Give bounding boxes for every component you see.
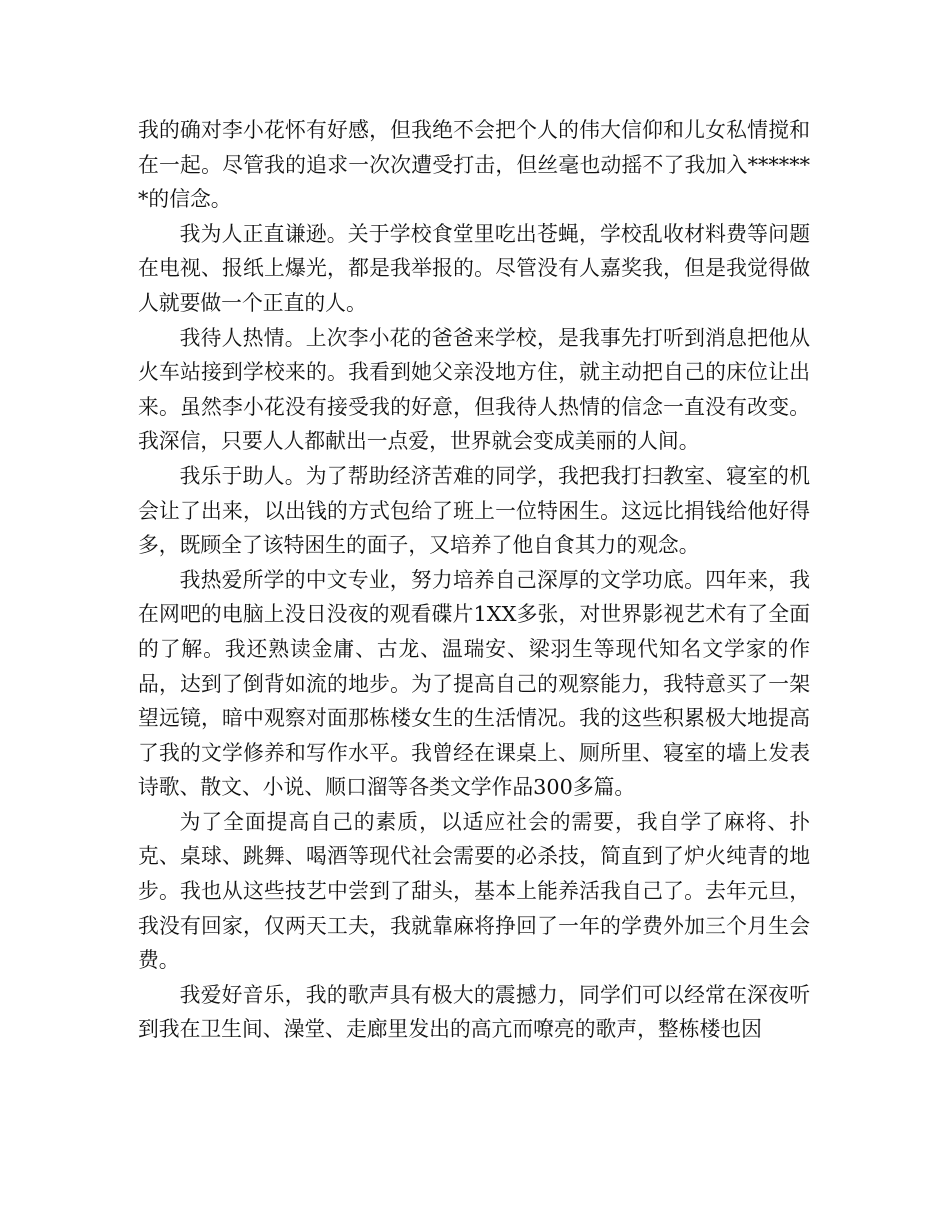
paragraph-skills: 为了全面提高自己的素质，以适应社会的需要，我自学了麻将、扑克、桌球、跳舞、喝酒等现代社会需要的必杀技，简直到了炉火纯青的地步。我也从这些技艺中尝到了甜头，基本上能养活我自己了。去年元旦，我没有回家，仅两天工夫，我就靠麻将挣回了一年的学费外加三个月生会费。 [138, 809, 810, 973]
paragraph-integrity: 我为人正直谦逊。关于学校食堂里吃出苍蝇，学校乱收材料费等问题在电视、报纸上爆光，都是我举报的。尽管没有人嘉奖我，但是我觉得做人就要做一个正直的人。 [138, 221, 810, 315]
paragraph-helping-others: 我乐于助人。为了帮助经济苦难的同学，我把我打扫教室、寝室的机会让了出来，以出钱的方式包给了班上一位特困生。这远比捐钱给他好得多，既顾全了该特困生的面子，又培养了他自食其力的观念。 [138, 463, 810, 558]
paragraph-literature: 我热爱所学的中文专业，努力培养自己深厚的文学功底。四年来，我在网吧的电脑上没日没夜的观看碟片1XX多张，对世界影视艺术有了全面的了解。我还熟读金庸、古龙、温瑞安、梁羽生等现代知名文学家的作品，达到了倒背如流的地步。为了提高自己的观察能力，我特意买了一架望远镜，暗中观察对面那栋楼女生的生活情况。我的这些积累极大地提高了我的文学修养和写作水平。我曾经在课桌上、厕所里、寝室的墙上发表诗歌、散文、小说、顺口溜等各类文学作品300多篇。 [138, 567, 810, 800]
paragraph-music: 我爱好音乐，我的歌声具有极大的震撼力，同学们可以经常在深夜听到我在卫生间、澡堂、走廊里发出的高亢而嘹亮的歌声，整栋楼也因 [138, 982, 810, 1042]
document-body [138, 113, 810, 1047]
paragraph-continuation: 我的确对李小花怀有好感，但我绝不会把个人的伟大信仰和儿女私情搅和在一起。尽管我的追求一次次遭受打击，但丝毫也动摇不了我加入*******的信念。 [138, 118, 810, 212]
paragraph-hospitality: 我待人热情。上次李小花的爸爸来学校，是我事先打听到消息把他从火车站接到学校来的。我看到她父亲没地方住，就主动把自己的床位让出来。虽然李小花没有接受我的好意，但我待人热情的信念一直没有改变。我深信，只要人人都献出一点爱，世界就会变成美丽的人间。 [138, 325, 810, 454]
